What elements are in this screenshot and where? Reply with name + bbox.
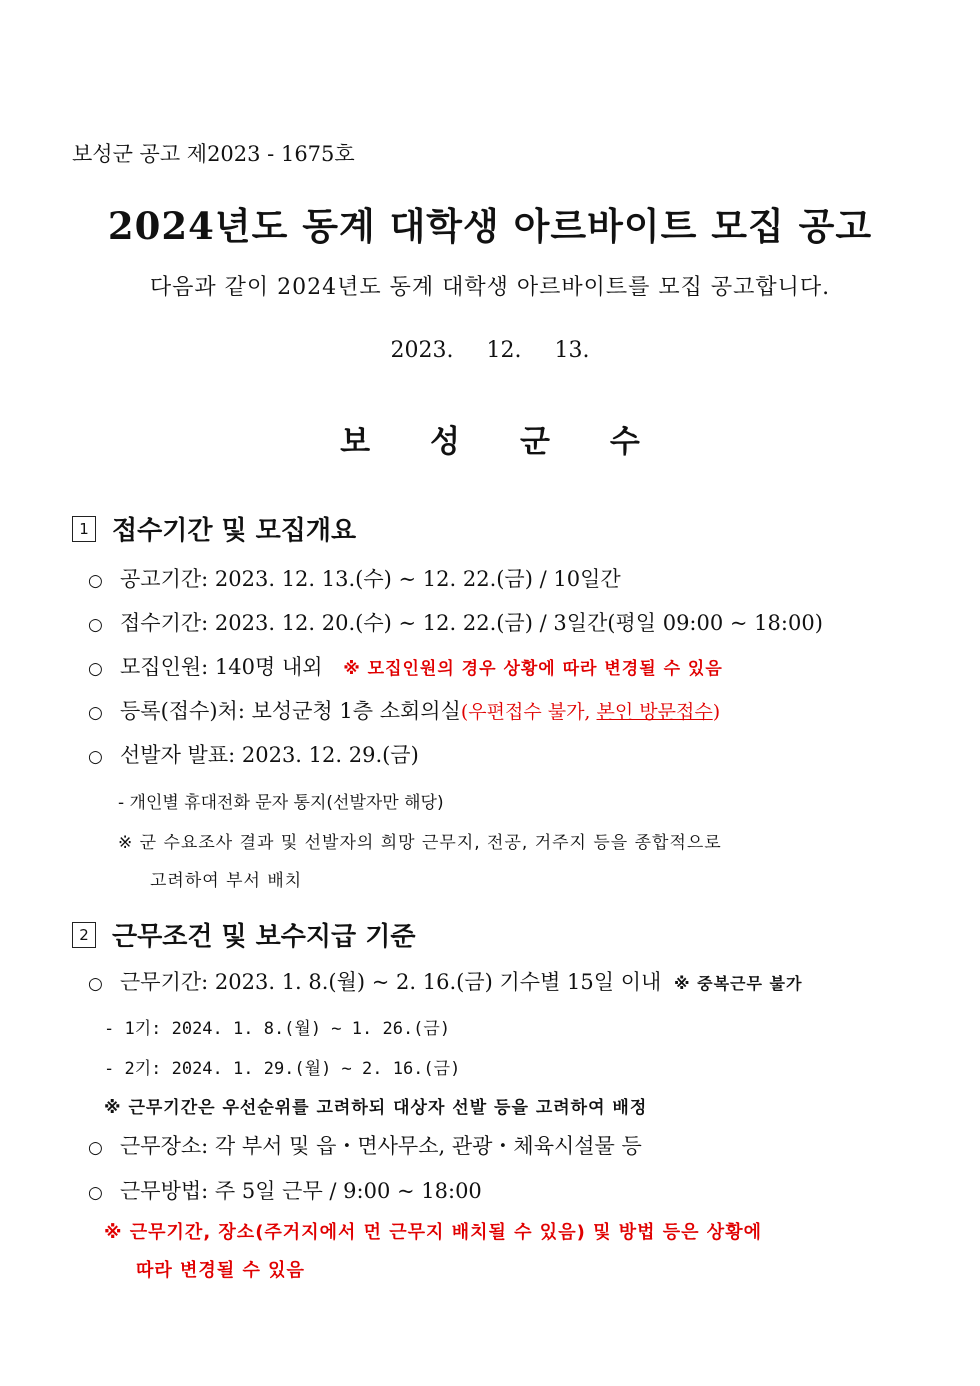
work-period-text: 근무기간: 2023. 1. 8.(월) ~ 2. 16.(금) 기수별 15일 이내	[120, 970, 662, 994]
bullet-icon: ○	[88, 659, 103, 679]
section-2-title: 근무조건 및 보수지급 기준	[112, 922, 416, 952]
receive-period-text: 접수기간: 2023. 12. 20.(수) ∼ 12. 22.(금) / 3일간(평일 09:00 ~ 18:00)	[120, 611, 823, 635]
bullet-icon: ○	[88, 974, 103, 994]
announce-period-item	[88, 563, 621, 593]
work-place-item	[88, 1130, 642, 1160]
bullet-icon: ○	[88, 703, 103, 723]
bullet-icon: ○	[88, 571, 103, 591]
receive-period-item	[88, 607, 823, 637]
placement-note-line-2: 고려하여 부서 배치	[150, 871, 303, 891]
change-note-line-2: 따라 변경될 수 있음	[136, 1260, 305, 1281]
registration-place-item	[88, 695, 720, 725]
section-1-title: 접수기간 및 모집개요	[112, 516, 357, 546]
section-1-heading	[72, 510, 356, 547]
registration-place-text: 등록(접수)처: 보성군청 1층 소회의실	[120, 699, 461, 723]
bullet-icon: ○	[88, 747, 103, 767]
term-1: - 1기: 2024. 1. 8.(월) ∼ 1. 26.(금)	[104, 1019, 451, 1039]
notice-date: 2023. 12. 13.	[390, 338, 590, 363]
work-method-item	[88, 1175, 482, 1205]
notice-number: 보성군 공고 제2023 - 1675호	[72, 142, 355, 166]
announce-period-text: 공고기간: 2023. 12. 13.(수) ∼ 12. 22.(금) / 10일간	[120, 567, 621, 591]
bullet-icon: ○	[88, 615, 103, 635]
work-period-note: ※ 중복근무 불가	[673, 974, 803, 993]
issuer-name: 보성군수	[340, 424, 700, 460]
change-note-line-1: ※ 근무기간, 장소(주거지에서 먼 근무지 배치될 수 있음) 및 방법 등은 상황에	[104, 1222, 762, 1243]
page-subtitle: 다음과 같이 2024년도 동계 대학생 아르바이트를 모집 공고합니다.	[149, 275, 831, 300]
section-2-number: 2	[72, 922, 96, 948]
section-2-heading	[72, 916, 415, 953]
recruit-count-text: 모집인원: 140명 내외	[120, 655, 323, 679]
bullet-icon: ○	[88, 1183, 103, 1203]
work-method-text: 근무방법: 주 5일 근무 / 9:00 ~ 18:00	[120, 1179, 482, 1203]
page-title: 2024년도 동계 대학생 아르바이트 모집 공고	[107, 204, 873, 248]
recruit-count-item	[88, 651, 723, 681]
term-2: - 2기: 2024. 1. 29.(월) ∼ 2. 16.(금)	[104, 1059, 461, 1079]
placement-note-line-1: ※ 군 수요조사 결과 및 선발자의 희망 근무지, 전공, 거주지 등을 종합적으로	[118, 833, 722, 853]
work-period-item	[88, 966, 802, 996]
registration-note-c: )	[712, 701, 721, 723]
announcement-text: 선발자 발표: 2023. 12. 29.(금)	[120, 743, 419, 767]
term-note: ※ 근무기간은 우선순위를 고려하되 대상자 선발 등을 고려하여 배정	[104, 1098, 648, 1118]
bullet-icon: ○	[88, 1138, 103, 1158]
work-place-text: 근무장소: 각 부서 및 읍・면사무소, 관광・체육시설물 등	[120, 1134, 642, 1158]
section-1-number: 1	[72, 516, 96, 542]
registration-note-b: 본인 방문접수	[596, 701, 713, 723]
announcement-sub: - 개인별 휴대전화 문자 통지(선발자만 해당)	[118, 793, 444, 813]
announcement-item	[88, 739, 419, 769]
registration-note-a: (우편접수 불가,	[460, 701, 597, 723]
recruit-note: ※ 모집인원의 경우 상황에 따라 변경될 수 있음	[343, 659, 723, 679]
